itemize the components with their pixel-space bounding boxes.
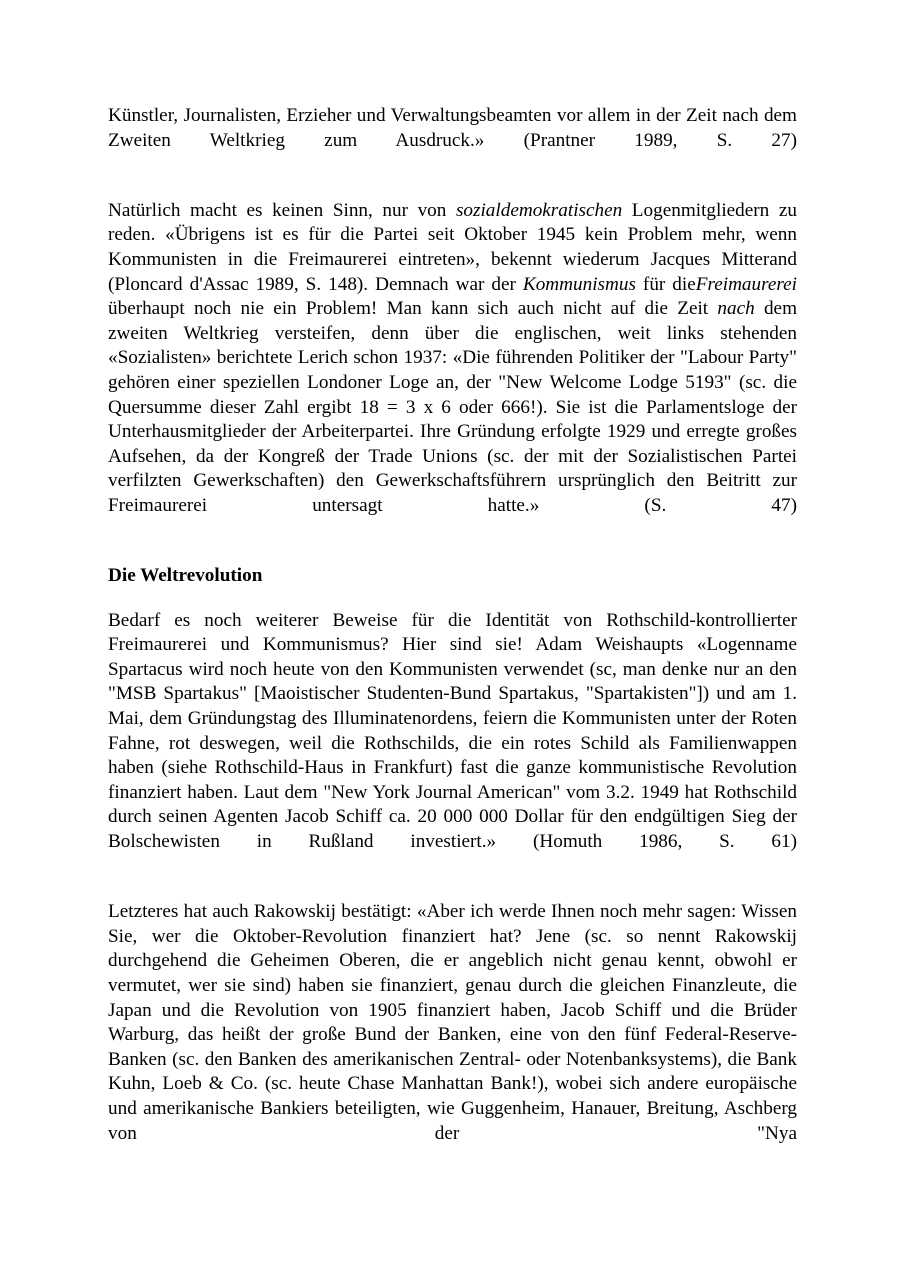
section-heading: Die Weltrevolution bbox=[108, 565, 263, 587]
paragraph-3: Bedarf es noch weiterer Beweise für die Identität von Rothschild-kontrollierter Freimaurerei und Kommunismus? Hier sind sie! Adam Weishaupts «Logenname Spartacus wird noch heute von den Kommunisten verwendet (sc, man denke nur an den "MSB Spartakus" [Maoistischer Studenten-Bund Spartakus, "Spartakisten"]) und am 1. Mai, dem Gründungstag des Illuminatenordens, feiern die Kommunisten unter der Roten Fahne, rot deswegen, weil die Rothschilds, die ein rotes Schild als Familienwappen haben (siehe Rothschild-Haus in Frankfurt) fast die ganze kommunistische Revolution finanziert haben. Laut dem "New York Journal American" vom 3.2. 1949 hat Rothschild durch seinen Agenten Jacob Schiff ca. 20 000 000 Dollar für den endgültigen Sieg der Bolschewisten in Rußland investiert.» (Homuth 1986, S. 61) bbox=[108, 609, 797, 853]
paragraph-1: Künstler, Journalisten, Erzieher und Verwaltungsbeamten vor allem in der Zeit nach dem Zweiten Weltkrieg zum Ausdruck.» (Prantner 1989, S. 27) bbox=[108, 105, 797, 151]
paragraph-2: Natürlich macht es keinen Sinn, nur von sozialdemokratischen Logenmitgliedern zu reden. «Übrigens ist es für die Partei seit Oktober 1945 kein Problem mehr, wenn Kommunisten in die Freimaurerei eintreten», bekennt wiederum Jacques Mitterand (Ploncard d'Assac 1989, S. 148). Demnach war der Kommunismus für dieFreimaurerei überhaupt noch nie ein Problem! Man kann sich auch nicht auf die Zeit nach dem zweiten Weltkrieg versteifen, denn über die englischen, weit links stehenden «Sozialisten» berichtete Lerich schon 1937: «Die führenden Politiker der "Labour Party" gehören einer speziellen Londoner Loge an, der "New Welcome Lodge 5193" (sc. die Quersumme dieser Zahl ergibt 18 = 3 x 6 oder 666!). Sie ist die Parlamentsloge der Unterhausmitglieder der Arbeiterpartei. Ihre Gründung erfolgte 1929 und erregte großes Aufsehen, da der Kongreß der Trade Unions (sc. der mit der Sozialistischen Partei verfilzten Gewerkschaften) den Gewerkschaftsführern ursprünglich den Beitritt zur Freimaurerei untersagt hatte.» (S. 47) bbox=[108, 199, 797, 516]
text-body bbox=[108, 104, 797, 1171]
emphasis-text: nach bbox=[717, 298, 755, 320]
emphasis-text: Freimaurerei bbox=[695, 273, 797, 295]
paragraph-4: Letzteres hat auch Rakowskij bestätigt: «Aber ich werde Ihnen noch mehr sagen: Wissen Sie, wer die Oktober-Revolution finanziert hat? Jene (sc. so nennt Rakowskij durchgehend die Geheimen Oberen, die er angeblich nicht genau kennt, obwohl er vermutet, wer sie sind) haben sie finanziert, genau durch die gleichen Finanzleute, die Japan und die Revolution von 1905 finanziert haben, Jacob Schiff und die Brüder Warburg, das heißt der große Bund der Banken, eine von den fünf Federal-Reserve-Banken (sc. den Banken des amerikanischen Zentral- oder Notenbanksystems), die Bank Kuhn, Loeb & Co. (sc. heute Chase Manhattan Bank!), wobei sich andere europäische und amerikanische Bankiers beteiligten, wie Guggenheim, Hanauer, Breitung, Aschberg von der "Nya bbox=[108, 901, 797, 1144]
emphasis-text: Kommunismus bbox=[522, 273, 636, 295]
emphasis-text: sozialdemokratischen bbox=[455, 199, 623, 221]
